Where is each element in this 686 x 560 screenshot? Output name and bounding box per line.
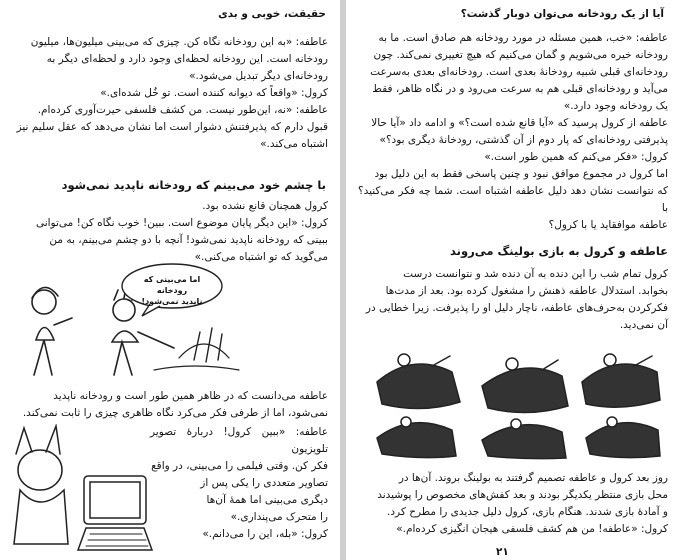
boy-legs (114, 342, 132, 375)
text-line: محل بازی منتظر یکدیگر بودند و بعد کفش‌های مخصوص را پوشیدند (377, 489, 668, 501)
text-line: کرول: «فکر می‌کنم که همین طور است.» (484, 151, 668, 163)
right-section-heading: عاطفه و کرول به بازی بولینگ می‌روند (450, 244, 668, 258)
text-line: عاطفه موافقاید یا با کرول؟ (548, 219, 668, 231)
text-line: عاطفه: «خب، همین مسئله در مورد رودخانه هم صادق است. ما به (378, 32, 668, 44)
sleep-panel-3 (582, 354, 660, 407)
sleep-panel-4 (377, 417, 456, 458)
sleep-panel-5 (482, 419, 566, 459)
bubble-line: اما می‌بینی که رودخانه (143, 275, 201, 295)
text-line: اما کرول در مجموع موافق نبود و چنین پاسخی فقط به این دلیل بود (374, 168, 668, 180)
text-line: رودخانه است. این رودخانه لحظه‌ای وجود دارد و لحظه‌ای دیگر به (46, 53, 328, 65)
text-line: و آمادهٔ بازی شدند. هنگام بازی، کرول دلیل جدیدی را مطرح کرد. (387, 506, 668, 518)
right-page-number: ۲۱ (496, 546, 509, 558)
sleepless-night-illustration (372, 342, 662, 460)
text-line: اشتباه می‌کند.» (260, 138, 328, 150)
tv-screen (90, 482, 140, 518)
left-horn (16, 428, 32, 454)
text-line: کرول: «بله، این را می‌دانم.» (202, 528, 328, 540)
text-line: که نتوانست نشان دهد دلیل عاطفه اشتباه است. شما چه فکر می‌کنید؟ با (358, 185, 668, 214)
text-line: کرول همچنان قانع نشده بود. (202, 200, 328, 212)
text-line: فکرکردن به‌حرف‌های عاطفه، ناچار دلیل او را پذیرفت. زیرا خطایی در (365, 302, 668, 314)
text-line: رودخانه‌ای قبلی شبیه رودخانهٔ بعدی است. رودخانه‌ای بعدی به‌سرعت (370, 66, 668, 78)
text-line: بخوابد. استدلال عاطفه ذهنش را مشغول کرده بود. بعد از مدت‌ها (385, 285, 668, 297)
girl-dress (36, 328, 54, 341)
left-text-block-1 (12, 34, 328, 153)
text-line: کرول: «عاطفه! من هم کشف فلسفی هیجان انگیزی کرده‌ام.» (396, 523, 668, 535)
left-text-block-4 (150, 424, 328, 543)
splash-left (179, 344, 229, 358)
text-line: دیگری می‌بینی اما همهٔ آن‌ها (206, 494, 328, 506)
text-line: را متحرک می‌پنداری.» (230, 511, 328, 523)
right-horn (46, 426, 60, 454)
right-text-block-3 (358, 470, 668, 538)
text-line: می‌آید و رودخانه‌ای قبلی هم به سرعت می‌رود و در نگاه ظاهر، فقط (372, 83, 668, 95)
speech-bubble-text (128, 274, 216, 307)
right-page-header: آیا از یک رودخانه می‌توان دوبار گذشت؟ (460, 8, 664, 20)
character-head (18, 450, 62, 490)
left-page (0, 0, 340, 560)
character-body (14, 490, 68, 544)
sleep-panel-6 (586, 417, 660, 458)
girl-arm (54, 318, 72, 325)
bubble-line: ناپدید نمی‌شود! (141, 297, 203, 306)
left-text-block-2 (12, 198, 328, 266)
text-line: کرول: «این دیگر پایان موضوع است. ببین! خوب نگاه کن! می‌توانی (35, 217, 328, 229)
text-line: آن نمی‌دید. (619, 319, 668, 331)
text-line: عاطفه: «ببین کرول! دربارهٔ تصویر تلویزیون (150, 426, 328, 455)
left-section-heading: با چشم خود می‌بینم که رودخانه ناپدید نمی‌شود (61, 178, 326, 192)
text-line: عاطفه: «به این رودخانه نگاه کن. چیزی که می‌بینی میلیون‌ها، میلیون (30, 36, 328, 48)
right-text-block-2 (358, 266, 668, 334)
text-line: پذیرفتی رودخانه‌ای که پار دوم از آن گذشتی، رودخانهٔ دیگری بود؟» (379, 134, 668, 146)
text-line: فکر کن. وقتی فیلمی را می‌بینی، در واقع (151, 460, 328, 472)
text-line: عاطفه از کرول پرسید که «آیا قانع شده است؟» و ادامه داد «آیا حالا (371, 117, 668, 129)
text-line: نمی‌شود، اما از طرفی فکر می‌کرد نگاه ظاهری چیزی را ثابت نمی‌کند. (22, 407, 328, 419)
boy-arm-pointing (138, 332, 174, 348)
left-page-header: حقیقت، خوبی و بدی (218, 8, 326, 20)
right-page (346, 0, 686, 560)
sleep-panel-2 (482, 358, 568, 413)
boy-body (112, 331, 138, 342)
text-line: کرول تمام شب را این دنده به آن دنده شد و نتوانست درست (403, 268, 668, 280)
text-line: یک رودخانه وجود دارد.» (563, 100, 668, 112)
text-line: رودخانه‌ای دیگر تبدیل می‌شود.» (189, 70, 328, 82)
tv-screen-frame (84, 476, 146, 524)
tv-watching-illustration (6, 424, 156, 558)
river-line (154, 366, 239, 370)
keyboard-keys (86, 534, 148, 546)
tv-keyboard (78, 528, 152, 550)
text-line: عاطفه: «نه، این‌طور نیست. من کشف فلسفی حیرت‌آوری کرده‌ام. (37, 104, 328, 116)
text-line: کرول: «واقعاً که دیوانه کننده است. تو خُل شده‌ای.» (100, 87, 328, 99)
text-line: عاطفه می‌دانست که در ظاهر همین طور است و رودخانه ناپدید (53, 390, 328, 402)
sleep-panel-1 (377, 354, 460, 409)
left-text-block-3 (12, 388, 328, 422)
text-line: تصاویر متعددی را یکی پس از (200, 477, 328, 489)
girl-legs (34, 340, 52, 375)
text-line: ببینی که رودخانه ناپدید نمی‌شود! آنچه با دو چشم می‌بینم، به من (49, 234, 328, 246)
right-text-block-1 (358, 30, 668, 234)
text-line: قبول دارم که پذیرفتنش دشوار است اما نشان می‌دهد که عقل سلیم نیز (16, 121, 328, 133)
text-line: می‌گوید که تو اشتباه می‌کنی.» (194, 251, 328, 263)
text-line: روز بعد کرول و عاطفه تصمیم گرفتند به بولینگ بروند. آن‌ها در (398, 472, 668, 484)
text-line: رودخانه خیره می‌شویم و گمان می‌کنیم که هیچ تغییری نمی‌کند. چون (373, 49, 668, 61)
